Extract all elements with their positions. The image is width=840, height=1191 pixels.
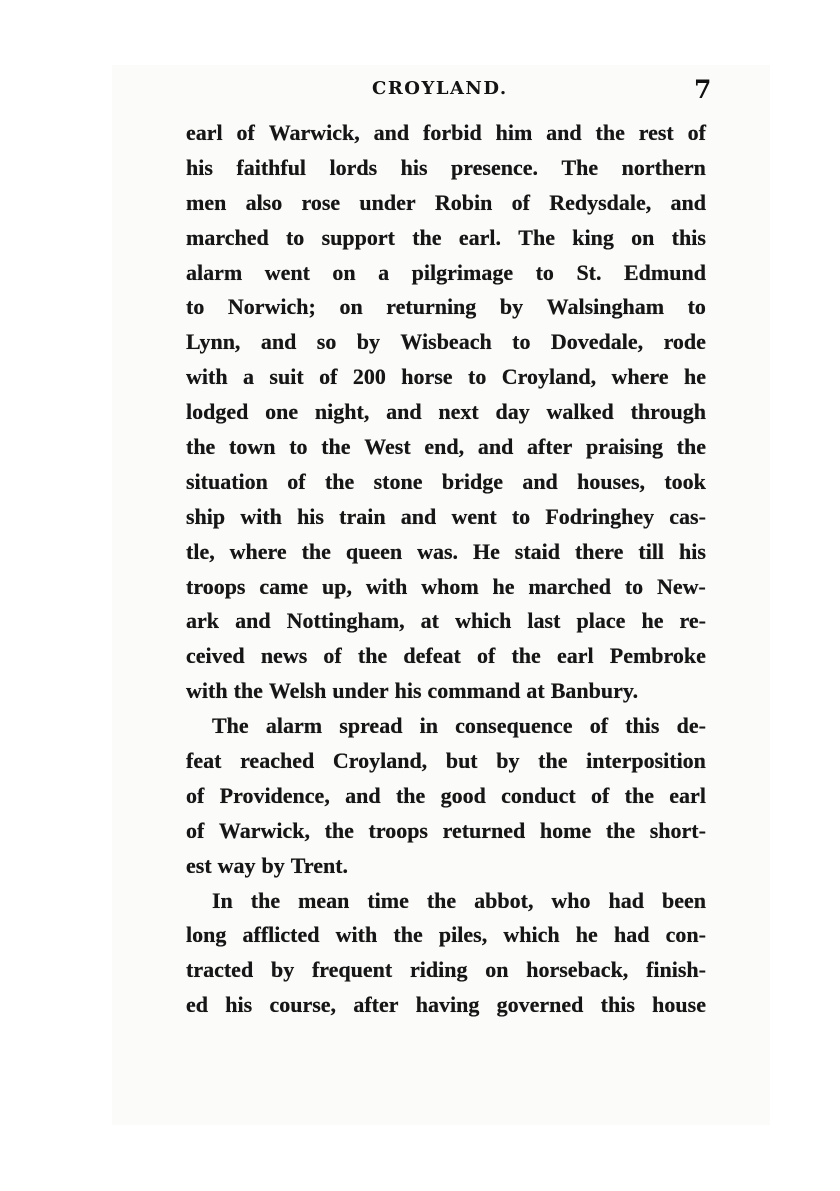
word: to: [285, 224, 305, 250]
word: Edmund: [624, 259, 706, 285]
word: of: [186, 782, 205, 808]
word: est: [186, 852, 212, 878]
word: the: [250, 887, 281, 913]
word: to: [186, 294, 205, 320]
word: Lynn,: [186, 329, 241, 355]
word: next: [438, 399, 479, 425]
word: forbid: [423, 120, 482, 145]
word: reached: [240, 748, 315, 774]
text-line: [186, 151, 706, 186]
word: way: [217, 852, 256, 878]
text-line: [186, 221, 706, 256]
word: finish-: [646, 957, 706, 983]
word: having: [415, 992, 480, 1018]
word: bridge: [441, 468, 503, 494]
word: of: [589, 713, 609, 739]
word: been: [661, 887, 706, 913]
word: of: [687, 120, 706, 145]
word: the: [324, 468, 355, 494]
text-line: [186, 918, 706, 953]
word: Banbury.: [550, 678, 639, 704]
word: Trent.: [290, 852, 349, 878]
word: up,: [322, 573, 352, 599]
word: troops: [368, 817, 428, 843]
word: rest: [638, 120, 674, 145]
word: news: [260, 643, 308, 669]
word: by: [496, 748, 520, 774]
word: with: [186, 678, 228, 704]
word: Croyland,: [501, 364, 597, 390]
word: Redysdale,: [549, 189, 652, 215]
word: of: [186, 817, 205, 843]
word: by: [499, 294, 524, 320]
text-line: [186, 779, 706, 814]
word: returned: [442, 817, 526, 843]
word: and: [386, 399, 422, 425]
text-line: [186, 744, 706, 779]
word: to: [468, 364, 487, 390]
word: long: [186, 922, 227, 948]
word: abbot,: [474, 887, 534, 913]
word: the: [412, 224, 442, 250]
word: on: [485, 957, 509, 983]
running-head: CROYLAND.: [372, 78, 508, 99]
word: the: [624, 782, 654, 808]
word: train: [339, 503, 386, 529]
word: the: [233, 678, 263, 704]
word: lodged: [186, 399, 249, 425]
word: the: [595, 120, 625, 145]
word: by: [270, 957, 295, 983]
word: In: [212, 887, 233, 913]
text-line: [186, 709, 706, 744]
word: and: [546, 120, 582, 145]
text-line: [186, 535, 706, 570]
word: his: [678, 538, 706, 564]
text-line: [186, 186, 706, 221]
word: the: [301, 538, 331, 564]
word: support: [321, 224, 395, 250]
word: one: [265, 399, 299, 425]
word: of: [323, 643, 342, 669]
word: re-: [679, 608, 706, 634]
word: Fodringhey: [545, 503, 655, 529]
word: on: [339, 294, 363, 320]
word: had: [613, 922, 650, 948]
word: praising: [585, 434, 663, 460]
word: the: [676, 434, 706, 460]
word: there: [574, 538, 624, 564]
word: earl.: [458, 224, 501, 250]
text-line: [186, 988, 706, 1023]
word: Croyland,: [332, 748, 428, 774]
word: Warwick,: [218, 817, 310, 843]
word: where: [611, 364, 669, 390]
word: the: [393, 922, 423, 948]
word: afflicted: [242, 922, 320, 948]
text-line: [186, 325, 706, 360]
page-number: 7: [694, 75, 712, 104]
word: to: [624, 573, 644, 599]
word: West: [364, 434, 411, 460]
word: ed: [186, 992, 208, 1018]
word: mean: [298, 887, 350, 913]
word: of: [591, 782, 610, 808]
word: him: [495, 120, 533, 145]
word: Welsh: [268, 678, 327, 704]
word: and: [345, 782, 381, 808]
text-line: [186, 849, 706, 884]
word: the: [395, 782, 426, 808]
text-line: [186, 639, 706, 674]
word: men: [186, 189, 227, 215]
word: who: [551, 887, 591, 913]
word: and: [235, 608, 271, 634]
word: lords: [329, 154, 378, 180]
word: pilgrimage: [411, 259, 514, 285]
word: good: [440, 782, 486, 808]
word: earl: [669, 782, 706, 808]
word: his: [400, 154, 428, 180]
word: went: [264, 259, 310, 285]
word: situation: [186, 468, 268, 494]
word: he: [492, 573, 515, 599]
word: Warwick,: [268, 120, 360, 145]
word: on: [631, 224, 655, 250]
word: Pembroke: [609, 643, 706, 669]
word: defeat: [403, 643, 461, 669]
word: to: [535, 259, 554, 285]
body-text: [186, 116, 706, 1023]
text-line: [186, 500, 706, 535]
word: Robin: [434, 189, 493, 215]
word: stone: [373, 468, 423, 494]
word: house: [652, 992, 706, 1018]
word: of: [476, 643, 496, 669]
word: this: [625, 713, 660, 739]
word: consequence: [455, 713, 573, 739]
word: home: [539, 817, 592, 843]
word: northern: [621, 154, 706, 180]
word: took: [664, 468, 706, 494]
word: short-: [649, 817, 706, 843]
text-line: [186, 570, 706, 605]
word: walked: [546, 399, 614, 425]
word: by: [261, 852, 285, 878]
word: at: [526, 678, 545, 704]
word: after: [527, 434, 573, 460]
word: end,: [424, 434, 465, 460]
word: town: [229, 434, 276, 460]
word: with: [240, 503, 282, 529]
text-line: [186, 256, 706, 291]
text-line: [186, 814, 706, 849]
word: course,: [269, 992, 337, 1018]
word: his: [186, 154, 213, 180]
word: suit: [269, 364, 304, 390]
word: troops: [186, 573, 246, 599]
word: spread: [339, 713, 403, 739]
word: alarm: [186, 259, 243, 285]
word: the: [357, 643, 388, 669]
word: riding: [410, 957, 468, 983]
text-line: [186, 465, 706, 500]
word: The: [212, 713, 249, 739]
word: the: [321, 434, 351, 460]
word: came: [259, 573, 309, 599]
word: Walsingham: [546, 294, 665, 320]
word: Wisbeach: [400, 329, 492, 355]
text-line: [186, 116, 706, 151]
text-line: [186, 674, 706, 709]
word: a: [242, 364, 254, 390]
text-line: [186, 430, 706, 465]
word: the: [324, 817, 354, 843]
word: which: [503, 922, 560, 948]
word: in: [419, 713, 438, 739]
word: horse: [401, 364, 453, 390]
word: of: [511, 189, 530, 215]
word: 200: [352, 364, 386, 390]
word: and: [260, 329, 297, 355]
word: presence.: [451, 154, 538, 180]
word: with: [335, 922, 378, 948]
word: on: [332, 259, 356, 285]
word: marched: [528, 573, 612, 599]
word: earl: [186, 120, 223, 145]
word: the: [511, 643, 541, 669]
word: earl: [556, 643, 594, 669]
word: feat: [186, 748, 222, 774]
word: Providence,: [219, 782, 330, 808]
word: the: [426, 887, 457, 913]
word: The: [561, 154, 599, 180]
word: at: [420, 608, 439, 634]
text-line: [186, 395, 706, 430]
text-line: [186, 360, 706, 395]
word: of: [319, 364, 338, 390]
word: cas-: [669, 503, 706, 529]
word: where: [229, 538, 287, 564]
word: his: [394, 678, 422, 704]
word: till: [638, 538, 665, 564]
word: of: [236, 120, 255, 145]
word: to: [289, 434, 308, 460]
word: houses,: [577, 468, 645, 494]
word: the: [538, 748, 568, 774]
word: king: [572, 224, 614, 250]
word: and: [522, 468, 558, 494]
word: he: [575, 922, 598, 948]
word: command: [427, 678, 521, 704]
word: returning: [386, 294, 477, 320]
word: the: [605, 817, 636, 843]
word: was.: [417, 538, 459, 564]
word: he: [683, 364, 706, 390]
word: a: [378, 259, 390, 285]
word: rose: [301, 189, 341, 215]
word: to: [512, 329, 531, 355]
word: which: [455, 608, 512, 634]
word: his: [225, 992, 253, 1018]
text-line: [186, 884, 706, 919]
word: this: [671, 224, 706, 250]
word: and: [477, 434, 514, 460]
word: time: [367, 887, 409, 913]
text-line: [186, 604, 706, 639]
word: and: [373, 120, 410, 145]
word: under: [359, 189, 416, 215]
word: tle,: [186, 538, 215, 564]
word: by: [356, 329, 380, 355]
word: night,: [314, 399, 370, 425]
word: this: [600, 992, 635, 1018]
word: de-: [676, 713, 706, 739]
word: so: [316, 329, 337, 355]
word: St.: [576, 259, 602, 285]
word: but: [445, 748, 478, 774]
word: and: [400, 503, 437, 529]
word: horseback,: [526, 957, 629, 983]
word: under: [332, 678, 389, 704]
word: governed: [496, 992, 584, 1018]
word: day: [495, 399, 530, 425]
word: after: [353, 992, 399, 1018]
word: Norwich;: [227, 294, 316, 320]
word: rode: [663, 329, 706, 355]
word: alarm: [265, 713, 323, 739]
word: and: [670, 189, 706, 215]
word: con-: [665, 922, 706, 948]
word: through: [630, 399, 706, 425]
word: queen: [345, 538, 403, 564]
page-header: [0, 76, 840, 106]
word: The: [518, 224, 555, 250]
text-line: [186, 290, 706, 325]
word: marched: [186, 224, 269, 250]
word: Nottingham,: [286, 608, 405, 634]
word: whom: [421, 573, 479, 599]
word: to: [687, 294, 706, 320]
text-line: [186, 953, 706, 988]
word: last: [527, 608, 561, 634]
word: ship: [186, 503, 226, 529]
word: interposition: [586, 748, 706, 774]
word: ceived: [186, 643, 245, 669]
word: with: [365, 573, 408, 599]
word: staid: [514, 538, 561, 564]
word: frequent: [311, 957, 393, 983]
word: faithful: [236, 154, 307, 180]
word: also: [245, 189, 283, 215]
word: went: [451, 503, 497, 529]
word: to: [511, 503, 531, 529]
word: tracted: [186, 957, 254, 983]
word: his: [297, 503, 324, 529]
word: piles,: [438, 922, 488, 948]
word: of: [287, 468, 306, 494]
word: place: [576, 608, 626, 634]
word: had: [608, 887, 644, 913]
word: with: [186, 364, 228, 390]
word: he: [641, 608, 664, 634]
word: Dovedale,: [550, 329, 644, 355]
word: the: [186, 434, 216, 460]
word: He: [472, 538, 500, 564]
word: conduct: [501, 782, 576, 808]
word: ark: [186, 608, 219, 634]
word: New-: [657, 573, 706, 599]
